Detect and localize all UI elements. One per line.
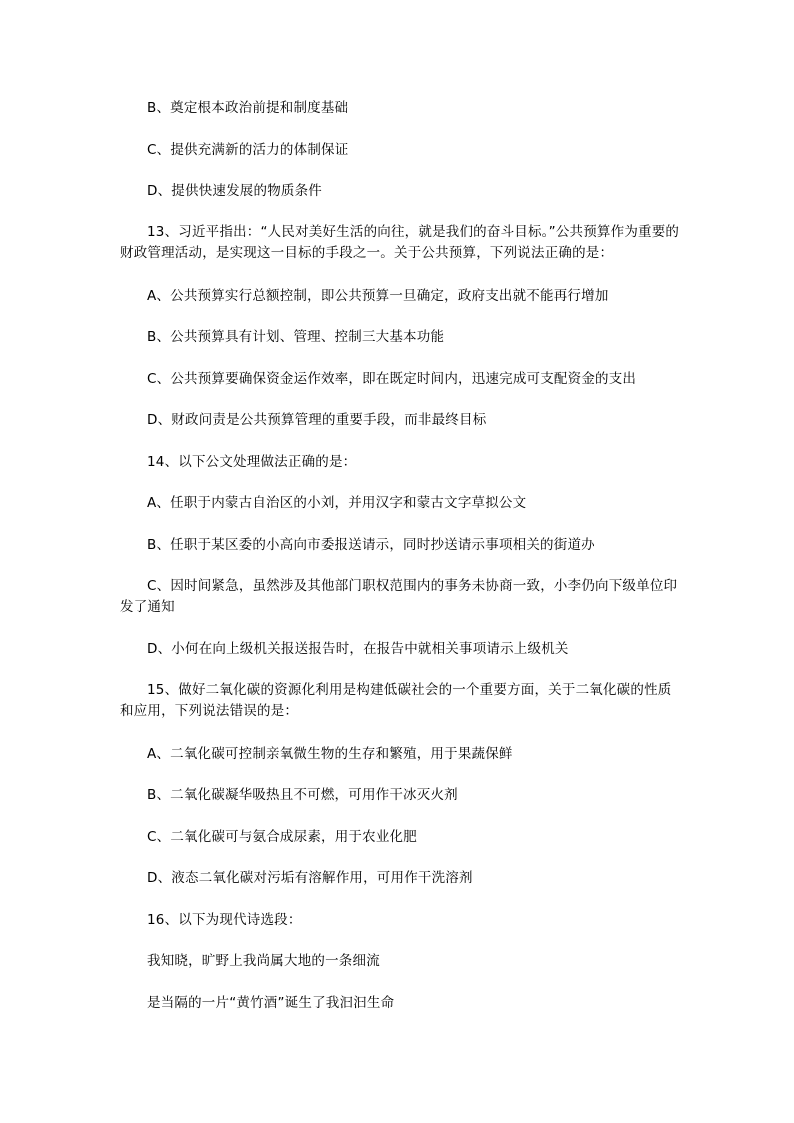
question-15: 15、做好二氧化碳的资源化利用是构建低碳社会的一个重要方面，关于二氧化碳的性质和应用，下列说法错误的是： — [120, 682, 672, 719]
option-12b: B、奠定根本政治前提和制度基础 — [147, 100, 349, 116]
option-14a: A、任职于内蒙古自治区的小刘，并用汉字和蒙古文字草拟公文 — [147, 495, 527, 511]
option-15a: A、二氧化碳可控制亲氧微生物的生存和繁殖，用于果蔬保鲜 — [147, 746, 513, 762]
poem-line-2: 是当隔的一片“黄竹酒”诞生了我汩汩生命 — [147, 995, 395, 1011]
option-13c: C、公共预算要确保资金运作效率，即在既定时间内，迅速完成可支配资金的支出 — [147, 371, 637, 387]
question-16: 16、以下为现代诗选段： — [147, 912, 302, 928]
option-14b: B、任职于某区委的小高向市委报送请示，同时抄送请示事项相关的街道办 — [147, 537, 595, 553]
option-13a: A、公共预算实行总额控制，即公共预算一旦确定，政府支出就不能再行增加 — [147, 288, 609, 304]
poem-line-1: 我知晓，旷野上我尚属大地的一条细流 — [147, 953, 380, 969]
option-14d: D、小何在向上级机关报送报告时，在报告中就相关事项请示上级机关 — [147, 641, 569, 657]
option-12d: D、提供快速发展的物质条件 — [147, 183, 322, 199]
option-12c: C、提供充满新的活力的体制保证 — [147, 142, 349, 158]
option-13b: B、公共预算具有计划、管理、控制三大基本功能 — [147, 329, 445, 345]
option-13d: D、财政问责是公共预算管理的重要手段，而非最终目标 — [147, 412, 487, 428]
option-15d: D、液态二氧化碳对污垢有溶解作用，可用作干洗溶剂 — [147, 870, 473, 886]
option-15c: C、二氧化碳可与氨合成尿素，用于农业化肥 — [147, 829, 417, 845]
option-15b: B、二氧化碳凝华吸热且不可燃，可用作干冰灭火剂 — [147, 787, 458, 803]
question-14: 14、以下公文处理做法正确的是： — [147, 454, 357, 470]
option-14c: C、因时间紧急，虽然涉及其他部门职权范围内的事务未协商一致，小李仍向下级单位印发了通知 — [120, 578, 678, 615]
question-13: 13、习近平指出：“人民对美好生活的向往，就是我们的奋斗目标。”公共预算作为重要的财政管理活动，是实现这一目标的手段之一。关于公共预算，下列说法正确的是： — [120, 224, 680, 261]
